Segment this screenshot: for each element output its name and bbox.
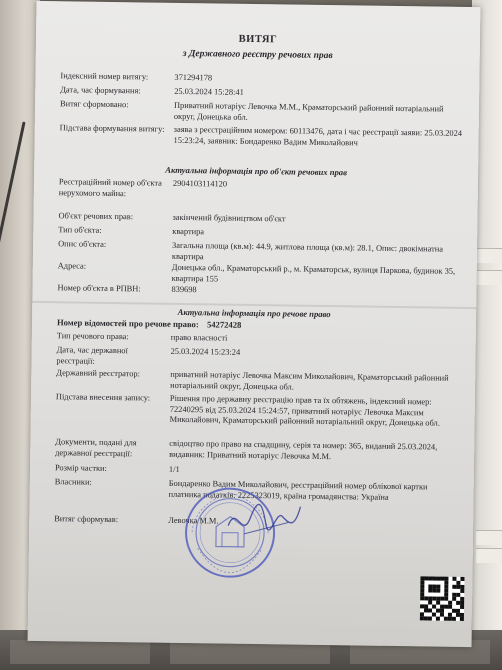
field-value: право власності <box>170 332 228 343</box>
signature <box>224 496 305 547</box>
field-row <box>55 437 455 461</box>
field-label: Об'єкт речових прав: <box>58 211 134 222</box>
field-label: Підстава формування витягу: <box>59 123 165 134</box>
footer-value: Левочка М.М. <box>168 515 219 526</box>
field-label: Тип об'єкта: <box>58 225 102 235</box>
document-title: ВИТЯГ <box>238 33 278 46</box>
qr-code <box>420 576 465 621</box>
field-value: 25.03.2024 15:28:41 <box>174 86 244 97</box>
field-row <box>58 177 459 198</box>
field-value: заява з реєстраційним номером: 60113476, дата і час реєстрації заяви: 25.03.2024 15:23:24, заявник: Бондаренко Вадим Миколайович <box>173 124 463 147</box>
section-heading-right: Актуальна інформація про речове право <box>177 306 331 320</box>
field-label: Дата, час державної реєстрації: <box>56 345 128 366</box>
field-value: 25.03.2024 15:23:24 <box>170 346 241 357</box>
field-value: свідоцтво про право на спадщину, серія та номер: 365, виданий 25.03.2024, видавник: Приватний нотаріус Левочка М.М. <box>169 438 438 461</box>
field-value: квартира <box>172 226 205 237</box>
field-label: Підстава внесення запису: <box>55 392 151 403</box>
field-value: 1/1 <box>168 464 180 474</box>
background-paper-edge <box>476 248 502 263</box>
field-value: закінчений будівництвом об'єкт <box>172 212 286 224</box>
floor-tile <box>10 640 150 664</box>
background-paper-edge <box>476 270 502 285</box>
field-label: Тип речового права: <box>56 331 129 342</box>
document-page <box>28 1 481 647</box>
footer-label: Витяг сформував: <box>54 514 119 525</box>
field-value: Приватний нотаріус Левочка М.М., Краматорський районний нотаріальний округ, Донецька обл. <box>173 100 444 122</box>
field-label: Реєстраційний номер об'єкта нерухомого майна: <box>58 177 162 198</box>
field-label: Витяг сформовано: <box>59 99 129 110</box>
field-label: Індексний номер витягу: <box>60 71 149 82</box>
field-label: Адреса: <box>57 261 87 271</box>
field-label: Державний реєстратор: <box>56 368 140 379</box>
field-value: 371294178 <box>174 72 213 83</box>
field-label: Документи, подані для державної реєстрації: <box>55 437 137 458</box>
background-paper-edge <box>476 548 502 563</box>
field-row <box>58 211 459 224</box>
record-number-value: 54272428 <box>206 319 242 330</box>
field-value: Загальна площа (кв.м): 44.9, житлова площа (кв.м): 28.1, Опис: двокімнатна квартира <box>171 240 444 261</box>
field-label: Розмір частки: <box>54 463 107 473</box>
section-heading-object: Актуальна інформація про об'єкт речових прав <box>165 164 348 178</box>
field-label: Дата, час формування: <box>60 85 141 96</box>
field-row <box>56 331 457 343</box>
background-cable <box>0 121 26 278</box>
field-value: приватний нотаріус Левочка Максим Миколайович, Краматорський районний нотаріальний округ, Донецька обл. <box>170 369 449 392</box>
document-subtitle: з Державного реєстру речових прав <box>182 48 333 62</box>
background-paper-edge <box>476 530 502 545</box>
field-row <box>60 71 461 83</box>
field-label: Опис об'єкта: <box>58 239 107 249</box>
field-label: Номер об'єкта в РПВН: <box>57 283 141 294</box>
field-value: 839698 <box>171 284 197 295</box>
record-number-label: Номер відомостей про речове право: <box>56 317 199 330</box>
field-value: Рішення про державну реєстрацію прав та їх обтяжень, індексний номер: 72240295 від 25.03.2024 15:24:57, приватний нотаріус Левочка Максим Миколайович, Краматорський районний нотаріальний округ, Донецька обл. <box>169 393 440 428</box>
field-value: Донецька обл., Краматорський р., м. Краматорськ, вулиця Паркова, будинок 35, квартира 155 <box>171 262 456 283</box>
field-label: Власники: <box>54 477 92 487</box>
qr-module <box>460 617 464 621</box>
field-row <box>56 368 456 392</box>
field-value: Бондаренко Вадим Миколайович, реєстраційний номер облікової картки платника податків: 2225323019, країна громадянства: Україна <box>168 478 428 502</box>
field-value: 2904103114120 <box>172 178 228 189</box>
field-row <box>54 463 455 474</box>
